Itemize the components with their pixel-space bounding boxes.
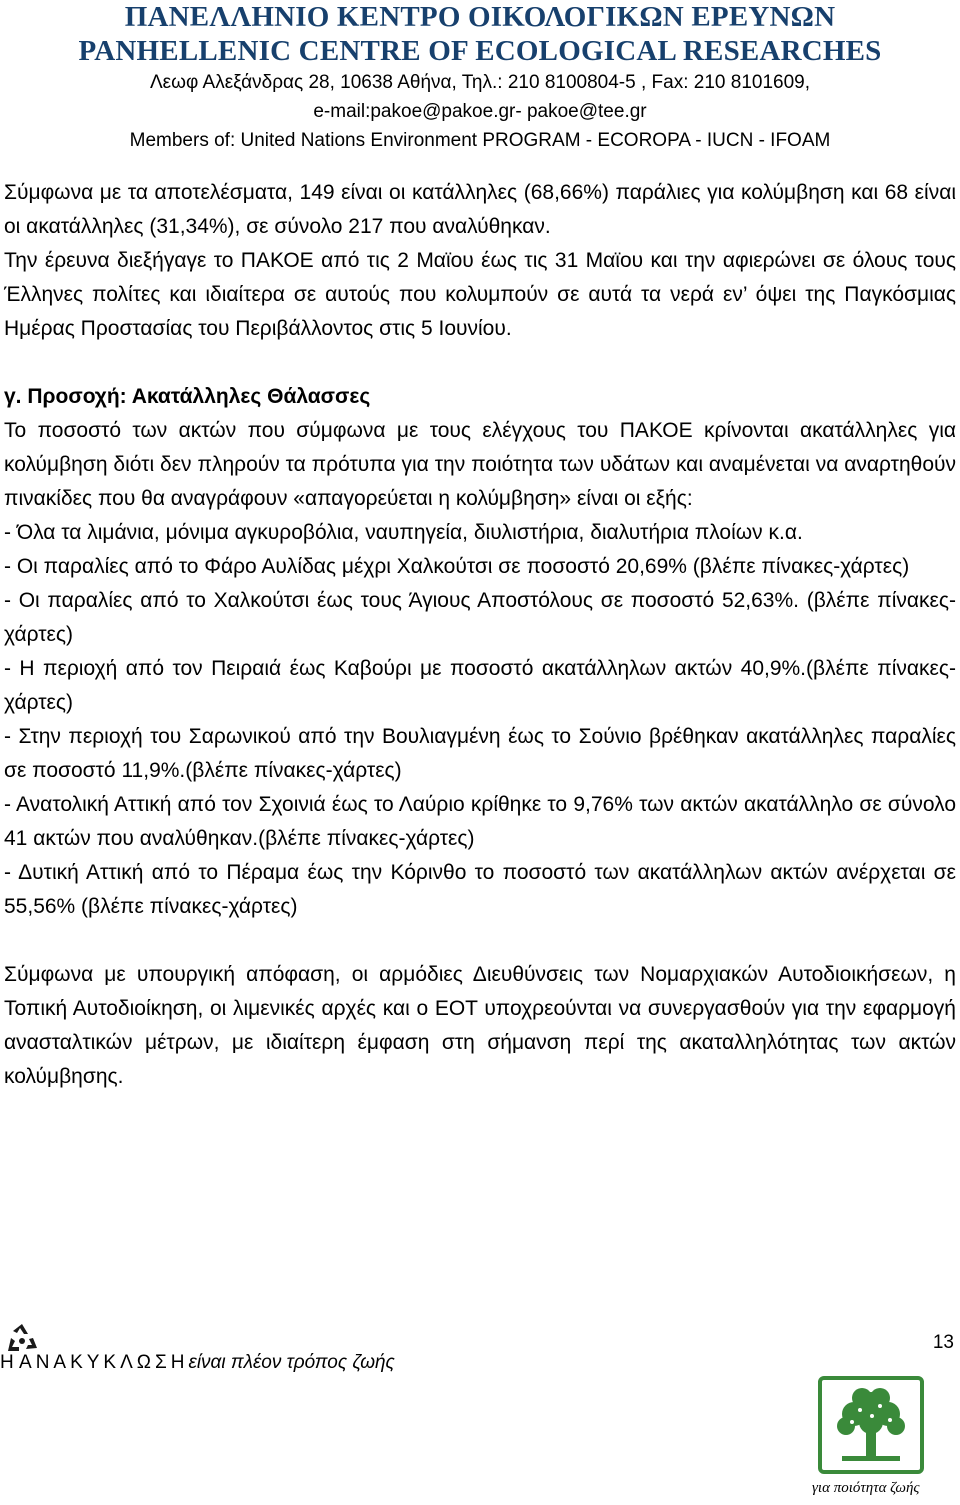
fax-label: Fax: [651, 72, 684, 93]
org-name-greek: ΠΑΝΕΛΛΗΝΙΟ ΚΕΝΤΡΟ ΟΙΚΟΛΟΓΙΚΩΝ ΕΡΕΥΝΩΝ: [124, 1, 836, 33]
unsuitable-intro-paragraph: Το ποσοστό των ακτών που σύμφωνα με τους ελέγχους του ΠΑΚΟΕ κρίνονται ακατάλληλες για κολύμβηση διότι δεν πληρούν τα πρότυπα για την ποιότητα των υδάτων και αναμένεται να αναρτηθούν πινακίδες που θα αναγράφουν «απαγορεύεται η κολύμβηση» είναι οι εξής:: [4, 419, 956, 510]
recycling-slogan: [0, 1352, 395, 1374]
address-text: Λεωφ Αλεξάνδρας 28, 10638 Αθήνα, Τηλ.: 210 8100804-5 ,: [149, 72, 647, 93]
slogan-recycling: ΑΝΑΚΥΚΛΩΣΗ: [19, 1352, 189, 1373]
page-number: 13: [932, 1332, 954, 1353]
results-paragraph: Σύμφωνα με τα αποτελέσματα, 149 είναι οι κατάλληλες (68,66%) παράλιες για κολύμβηση και 68 είναι οι ακατάλληλες (31,34%), σε σύνολο 217 που αναλύθηκαν.: [4, 181, 956, 238]
members-line: Members of: United Nations Environment PROGRAM - ECOROPA - IUCN - IFOAM: [129, 130, 831, 151]
logo-caption: για ποιότητα ζωής: [812, 1480, 920, 1496]
section-heading: γ. Προσοχή: Ακατάλληλες Θάλασσες: [4, 385, 371, 408]
list-item: - Ανατολική Αττική από τον Σχοινιά έως το Λαύριο κρίθηκε το 9,76% των ακτών ακατάλληλο σε σύνολο 41 ακτών που αναλύθηκαν.(βλέπε πίνακες-χάρτες): [4, 793, 956, 850]
list-item: - Οι παραλίες από το Χαλκούτσι έως τους Άγιους Αποστόλους σε ποσοστό 52,63%. (βλέπε πίνακες-χάρτες): [4, 589, 956, 646]
document-body: [4, 176, 956, 1094]
email-line: e-mail:pakoe@pakoe.gr- pakoe@tee.gr: [313, 101, 647, 122]
fax-number: : 210 8101609,: [683, 72, 811, 93]
decision-paragraph: Σύμφωνα με υπουργική απόφαση, οι αρμόδιες Διευθύνσεις των Νομαρχιακών Αυτοδιοικήσεων, η Τοπική Αυτοδιοίκηση, οι λιμενικές αρχές και ο ΕΟΤ υποχρεούνται να συνεργασθούν για την εφαρμογή ανασταλτικών μέτρων, με ιδιαίτερη έμφαση στη σήμανση περί της ακαταλληλότητας των ακτών κολύμβησης.: [4, 963, 956, 1088]
letterhead: [0, 0, 960, 155]
list-item: - Οι παραλίες από το Φάρο Αυλίδας μέχρι Χαλκούτσι σε ποσοστό 20,69% (βλέπε πίνακες-χάρτες): [4, 555, 910, 578]
list-item: - Η περιοχή από τον Πειραιά έως Καβούρι με ποσοστό ακατάλληλων ακτών 40,9%.(βλέπε πίνακες-χάρτες): [4, 657, 956, 714]
org-name-english: PANHELLENIC CENTRE OF ECOLOGICAL RESEARCHES: [78, 35, 882, 67]
list-item: - Στην περιοχή του Σαρωνικού από την Βουλιαγμένη έως το Σούνιο βρέθηκαν ακατάλληλες παραλίες σε ποσοστό 11,9%.(βλέπε πίνακες-χάρτες): [4, 725, 956, 782]
research-paragraph: Την έρευνα διεξήγαγε το ΠΑΚΟΕ από τις 2 Μαϊου έως τις 31 Μαϊου και την αφιερώνει σε όλους τους Έλληνες πολίτες και ιδιαίτερα σε αυτούς που κολυμπούν σε αυτά τα νερά εν’ όψει της Παγκόσμιας Ημέρας Προστασίας του Περιβάλλοντος στις 5 Ιουνίου.: [4, 249, 956, 340]
tree-logo-icon: [816, 1376, 926, 1474]
address-line: [0, 68, 960, 97]
slogan-rest: είναι πλέον τρόπος ζωής: [188, 1352, 395, 1373]
list-item: - Όλα τα λιμάνια, μόνιμα αγκυροβόλια, ναυπηγεία, διυλιστήρια, διαλυτήρια πλοίων κ.α.: [4, 521, 803, 544]
slogan-h: Η: [0, 1352, 14, 1373]
list-item: - Δυτική Αττική από το Πέραμα έως την Κόρινθο το ποσοστό των ακατάλληλων ακτών ανέρχεται σε 55,56% (βλέπε πίνακες-χάρτες): [4, 861, 956, 918]
